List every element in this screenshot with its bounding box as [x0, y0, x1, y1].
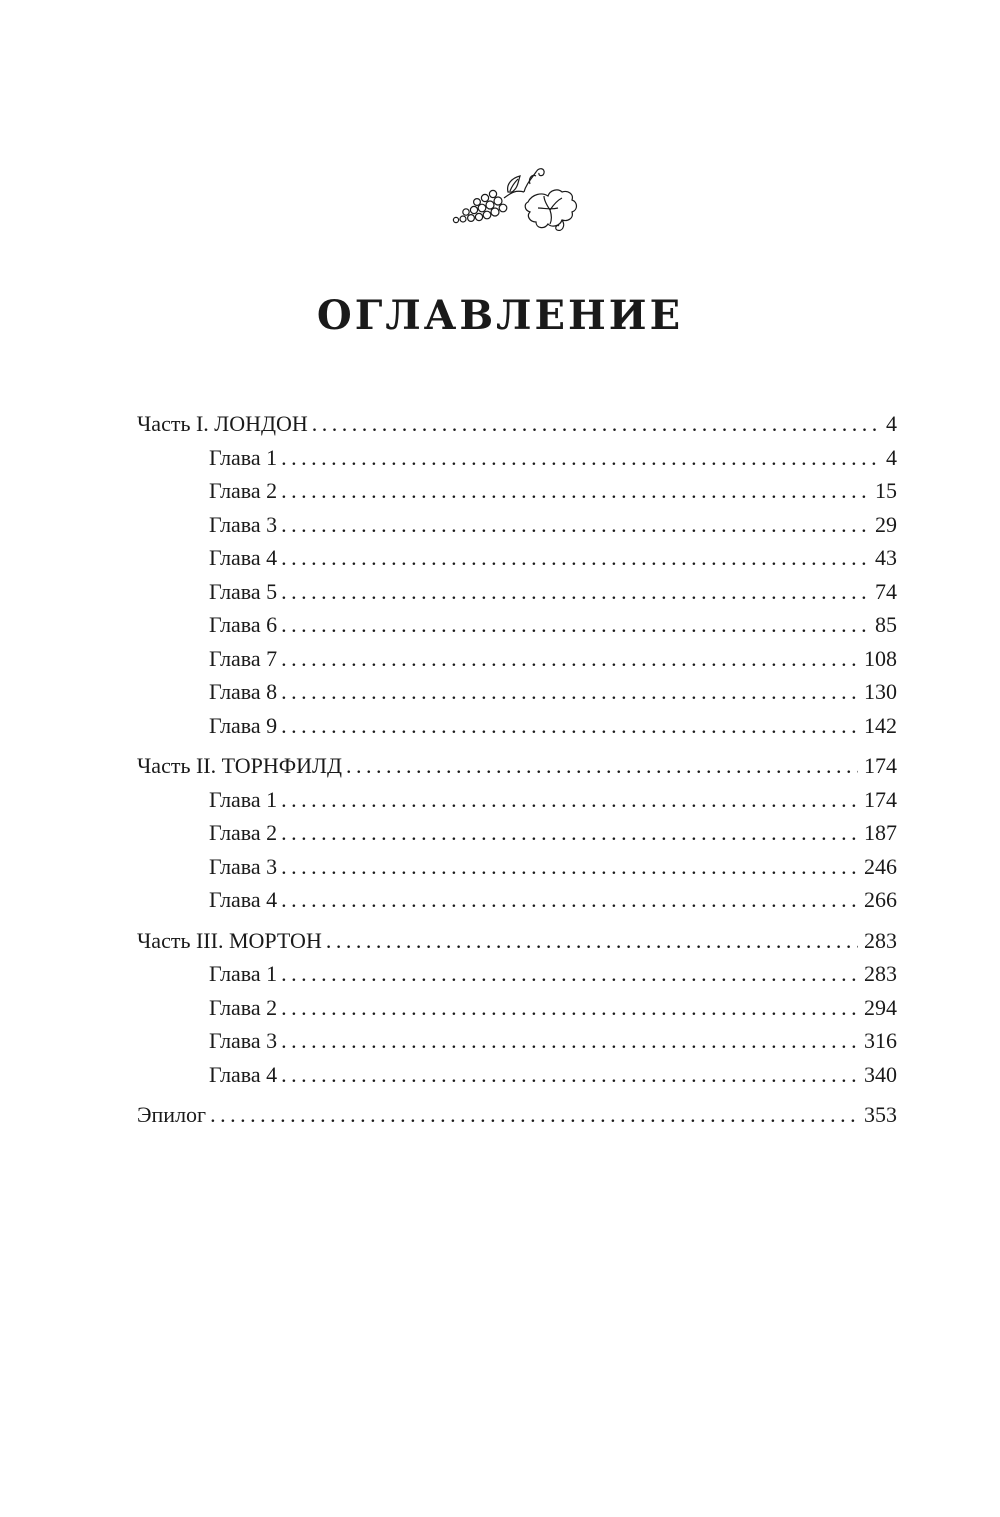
- toc-part-entry[interactable]: [137, 407, 897, 441]
- toc-entry-label: Глава 2: [209, 478, 278, 503]
- toc-chapter-entry[interactable]: [137, 1024, 897, 1058]
- toc-page-number: 15: [875, 478, 897, 503]
- toc-entry-label: Глава 3: [209, 511, 278, 537]
- toc-page-number: 4: [886, 411, 897, 436]
- toc-part-entry[interactable]: [137, 1098, 897, 1132]
- toc-entry-label: Глава 4: [209, 545, 278, 570]
- toc-page-number: 174: [864, 786, 897, 812]
- toc-chapter-entry[interactable]: [137, 709, 897, 743]
- toc-dot-leader: [281, 957, 858, 991]
- toc-chapter-entry[interactable]: [137, 541, 897, 575]
- toc-dot-leader: [326, 924, 858, 958]
- toc-page-number: 85: [875, 612, 897, 637]
- toc-chapter-entry[interactable]: [137, 675, 897, 709]
- toc-chapter-entry[interactable]: [137, 991, 897, 1025]
- grape-vine-ornament-icon: [446, 162, 586, 240]
- toc-dot-leader: [281, 883, 858, 917]
- toc-page-number: 74: [875, 578, 897, 604]
- toc-page-number: 353: [864, 1102, 897, 1127]
- toc-dot-leader: [281, 675, 858, 709]
- toc-dot-leader: [281, 541, 869, 575]
- toc-page-number: 340: [864, 1061, 897, 1087]
- toc-page-number: 29: [875, 511, 897, 537]
- toc-entry-label: Глава 1: [209, 961, 278, 986]
- toc-chapter-entry[interactable]: [137, 1058, 897, 1092]
- toc-page-number: 108: [864, 645, 897, 671]
- toc-entry-label: Глава 3: [209, 1028, 278, 1053]
- toc-entry-label: Глава 7: [209, 645, 278, 671]
- page-title: ОГЛАВЛЕНИЕ: [316, 292, 684, 339]
- toc-entry-label: Глава 9: [209, 712, 278, 738]
- toc-chapter-entry[interactable]: [137, 608, 897, 642]
- toc-chapter-entry[interactable]: [137, 883, 897, 917]
- toc-dot-leader: [281, 816, 858, 850]
- toc-dot-leader: [281, 474, 869, 508]
- toc-chapter-entry[interactable]: [137, 957, 897, 991]
- toc-page-number: 187: [864, 820, 897, 845]
- toc-dot-leader: [281, 1058, 858, 1092]
- toc-entry-label: Глава 4: [209, 1061, 278, 1087]
- toc-dot-leader: [281, 1024, 858, 1058]
- toc-page-number: 266: [864, 887, 897, 912]
- toc-entry-label: Эпилог: [137, 1102, 207, 1127]
- toc-page-number: 43: [875, 545, 897, 570]
- toc-entry-label: Глава 4: [209, 887, 278, 912]
- toc-page-number: 283: [864, 961, 897, 986]
- toc-entry-label: Глава 5: [209, 578, 278, 604]
- toc-entry-label: Глава 2: [209, 994, 278, 1020]
- toc-dot-leader: [281, 783, 858, 817]
- toc-dot-leader: [346, 749, 858, 783]
- toc-chapter-entry[interactable]: [137, 783, 897, 817]
- toc-entry-label: Глава 1: [209, 786, 278, 812]
- table-of-contents: [137, 407, 897, 1132]
- toc-page-number: 174: [864, 753, 897, 778]
- toc-entry-label: Глава 8: [209, 679, 278, 704]
- toc-page-number: 4: [886, 444, 897, 470]
- toc-dot-leader: [210, 1098, 858, 1132]
- toc-page-number: 294: [864, 994, 897, 1020]
- toc-dot-leader: [281, 575, 869, 609]
- toc-page-number: 130: [864, 679, 897, 704]
- toc-dot-leader: [281, 642, 858, 676]
- toc-chapter-entry[interactable]: [137, 474, 897, 508]
- toc-dot-leader: [281, 991, 858, 1025]
- toc-chapter-entry[interactable]: [137, 850, 897, 884]
- toc-page-number: 283: [864, 927, 897, 953]
- toc-dot-leader: [312, 407, 880, 441]
- toc-chapter-entry[interactable]: [137, 642, 897, 676]
- toc-dot-leader: [281, 608, 869, 642]
- toc-dot-leader: [281, 850, 858, 884]
- toc-entry-label: Глава 6: [209, 612, 278, 637]
- toc-entry-label: Часть II. ТОРНФИЛД: [137, 753, 342, 778]
- toc-chapter-entry[interactable]: [137, 508, 897, 542]
- toc-page-number: 316: [864, 1028, 897, 1053]
- toc-entry-label: Глава 3: [209, 853, 278, 879]
- toc-page-number: 142: [864, 712, 897, 738]
- toc-page-number: 246: [864, 853, 897, 879]
- toc-entry-label: Часть I. ЛОНДОН: [137, 411, 308, 436]
- toc-part-entry[interactable]: [137, 749, 897, 783]
- toc-entry-label: Глава 2: [209, 820, 278, 845]
- toc-entry-label: Часть III. МОРТОН: [137, 927, 322, 953]
- toc-entry-label: Глава 1: [209, 444, 278, 470]
- toc-dot-leader: [281, 709, 858, 743]
- toc-dot-leader: [281, 441, 880, 475]
- toc-chapter-entry[interactable]: [137, 816, 897, 850]
- toc-dot-leader: [281, 508, 869, 542]
- toc-chapter-entry[interactable]: [137, 575, 897, 609]
- toc-chapter-entry[interactable]: [137, 441, 897, 475]
- toc-part-entry[interactable]: [137, 924, 897, 958]
